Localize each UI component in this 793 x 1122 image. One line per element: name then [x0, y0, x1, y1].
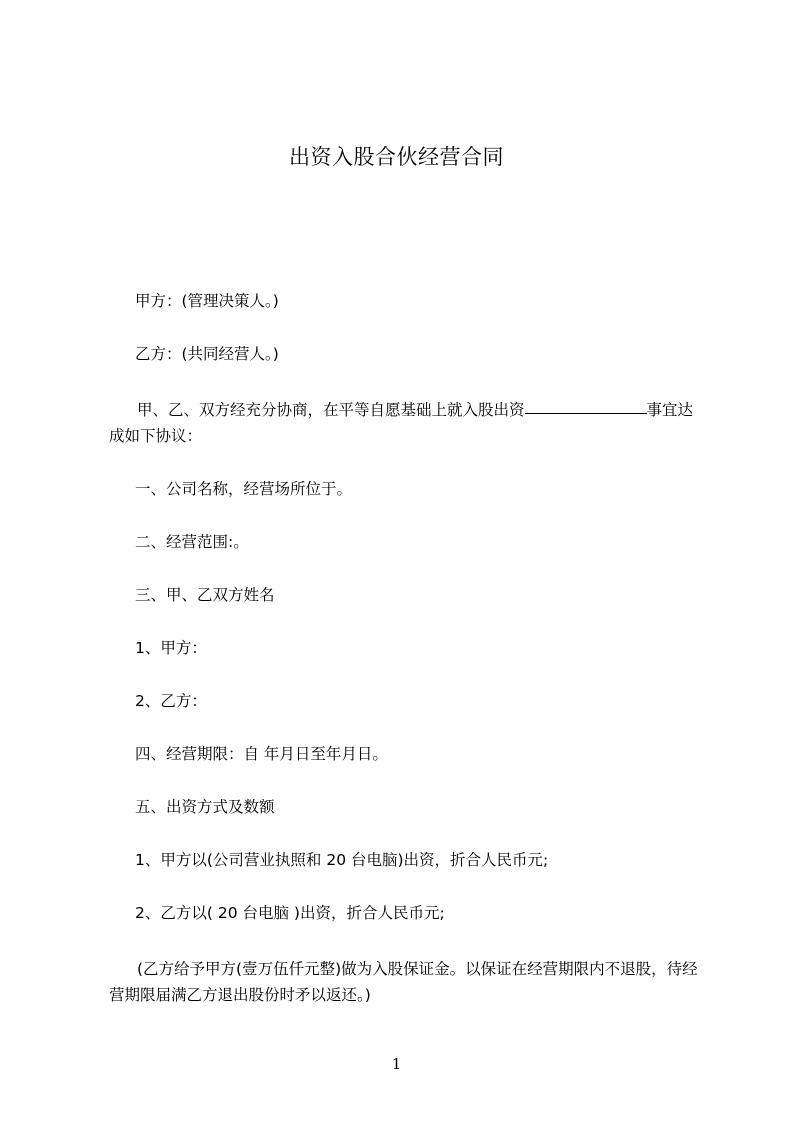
agreement-text-start: 甲、乙、双方经充分协商，在平等自愿基础上就入股出资: [137, 401, 525, 419]
clause-5-item-2: 2、乙方以( 20 台电脑 )出资，折合人民币元;: [135, 904, 445, 922]
clause-3-item-2: 2、乙方：: [135, 692, 207, 710]
party-b-line: 乙方：(共同经营人。): [135, 345, 279, 363]
clause-5-item-1: 1、甲方以(公司营业执照和 20 台电脑)出资，折合人民币元;: [135, 851, 549, 869]
clause-3-item-1: 1、甲方：: [135, 639, 207, 657]
clause-4: 四、经营期限：自 年月日至年月日。: [135, 745, 388, 763]
deposit-note: (乙方给予甲方(壹万伍仟元整)做为入股保证金。以保证在经营期限内不退股，待经营期限届满乙方退出股份时矛以返还。): [109, 960, 698, 1004]
document-title: 出资入股合伙经营合同: [289, 145, 504, 169]
agreement-text-end: 事宜达成如下协议：: [109, 401, 694, 445]
clause-5: 五、出资方式及数额: [135, 798, 275, 816]
clause-3: 三、甲、乙双方姓名: [135, 586, 275, 604]
blank-underline: [525, 399, 647, 414]
clause-2: 二、经营范围:。: [135, 533, 249, 551]
page-number: 1: [391, 1055, 402, 1073]
agreement-paragraph: [109, 397, 707, 449]
clause-1: 一、公司名称，经营场所位于。: [135, 480, 353, 498]
party-a-line: 甲方：(管理决策人。): [135, 292, 279, 310]
